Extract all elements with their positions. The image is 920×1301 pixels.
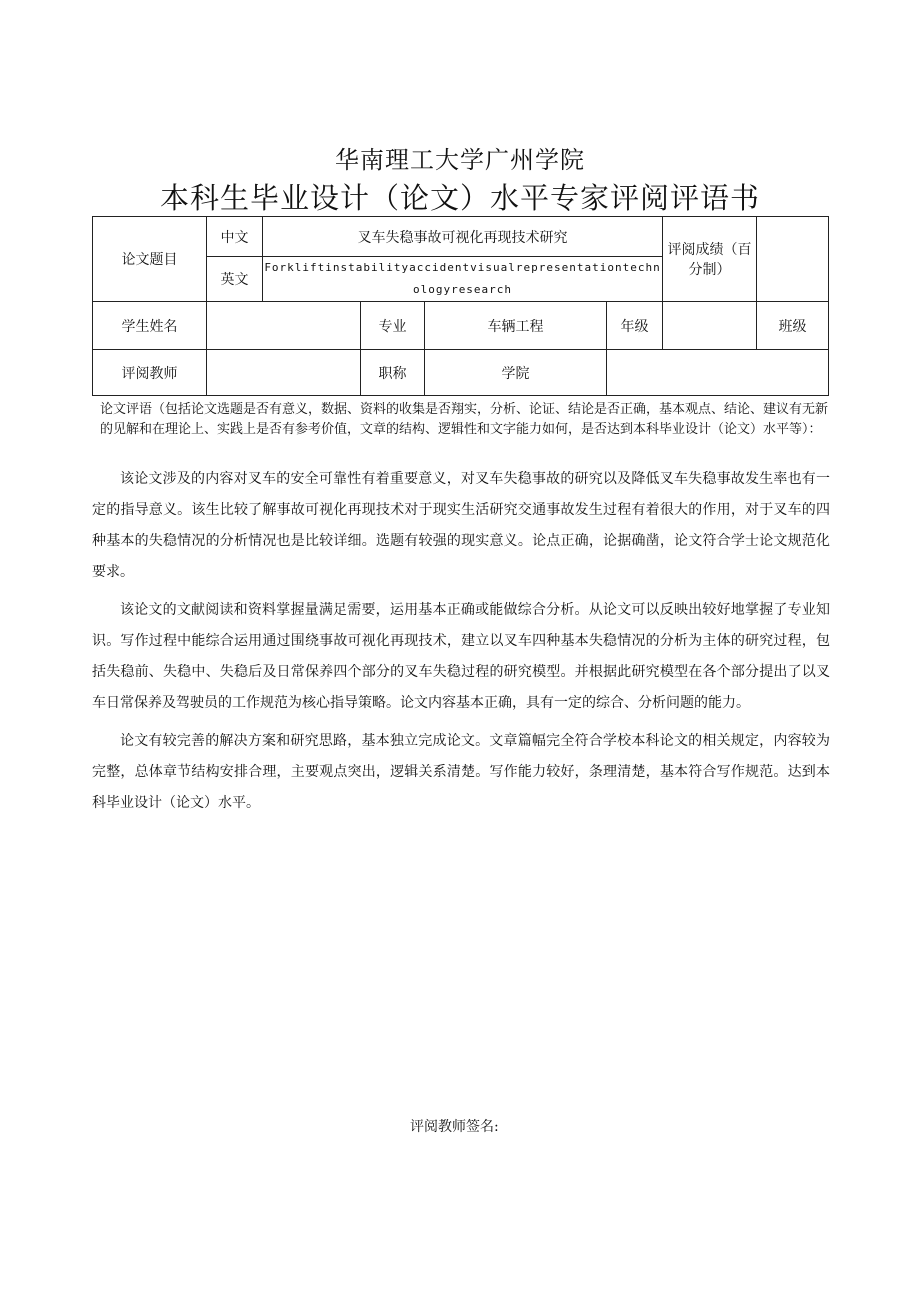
review-paragraph: 该论文涉及的内容对叉车的安全可靠性有着重要意义，对叉车失稳事故的研究以及降低叉车失稳事故发生率也有一定的指导意义。该生比较了解事故可视化再现技术对于现实生活研究交通事故发生过程有着很大的作用，对于叉车的四种基本的失稳情况的分析情况也是比较详细。选题有较强的现实意义。论点正确，论据确凿，论文符合学士论文规范化要求。 bbox=[92, 471, 830, 580]
cn-label: 中文 bbox=[207, 217, 263, 257]
review-body bbox=[92, 464, 830, 826]
score-label: 评阅成绩（百分制） bbox=[663, 217, 757, 302]
student-value bbox=[207, 302, 361, 350]
reviewer-value bbox=[207, 350, 361, 396]
college-value bbox=[607, 350, 829, 396]
score-value bbox=[757, 217, 829, 302]
college-label: 学院 bbox=[425, 350, 607, 396]
topic-label: 论文题目 bbox=[93, 217, 207, 302]
grade-value bbox=[663, 302, 757, 350]
en-title: Forkliftinstabilityaccidentvisualrepresentationtechnologyresearch bbox=[263, 257, 663, 302]
class-label: 班级 bbox=[757, 302, 829, 350]
grade-label: 年级 bbox=[607, 302, 663, 350]
reviewer-label: 评阅教师 bbox=[93, 350, 207, 396]
cn-title: 叉车失稳事故可视化再现技术研究 bbox=[263, 217, 663, 257]
review-paragraph: 论文有较完善的解决方案和研究思路，基本独立完成论文。文章篇幅完全符合学校本科论文的相关规定，内容较为完整，总体章节结构安排合理，主要观点突出，逻辑关系清楚。写作能力较好，条理清楚，基本符合写作规范。达到本科毕业设计（论文）水平。 bbox=[92, 733, 830, 811]
review-prompt: 论文评语（包括论文选题是否有意义，数据、资料的收集是否翔实，分析、论证、结论是否正确，基本观点、结论、建议有无新的见解和在理论上、实践上是否有参考价值，文章的结构、逻辑性和文字能力如何，是否达到本科毕业设计（论文）水平等）： bbox=[100, 402, 829, 437]
major-value: 车辆工程 bbox=[425, 302, 607, 350]
school-name: 华南理工大学广州学院 bbox=[335, 146, 585, 174]
signature-label: 评阅教师签名: bbox=[410, 1119, 499, 1135]
title-label: 职称 bbox=[361, 350, 425, 396]
info-table bbox=[92, 216, 829, 396]
student-label: 学生姓名 bbox=[93, 302, 207, 350]
form-title: 本科生毕业设计（论文）水平专家评阅评语书 bbox=[159, 181, 760, 215]
review-paragraph: 该论文的文献阅读和资料掌握量满足需要，运用基本正确或能做综合分析。从论文可以反映出较好地掌握了专业知识。写作过程中能综合运用通过围绕事故可视化再现技术，建立以叉车四种基本失稳情况的分析为主体的研究过程，包括失稳前、失稳中、失稳后及日常保养四个部分的叉车失稳过程的研究模型。并根据此研究模型在各个部分提出了以叉车日常保养及驾驶员的工作规范为核心指导策略。论文内容基本正确，具有一定的综合、分析问题的能力。 bbox=[92, 602, 830, 711]
en-label: 英文 bbox=[207, 257, 263, 302]
major-label: 专业 bbox=[361, 302, 425, 350]
